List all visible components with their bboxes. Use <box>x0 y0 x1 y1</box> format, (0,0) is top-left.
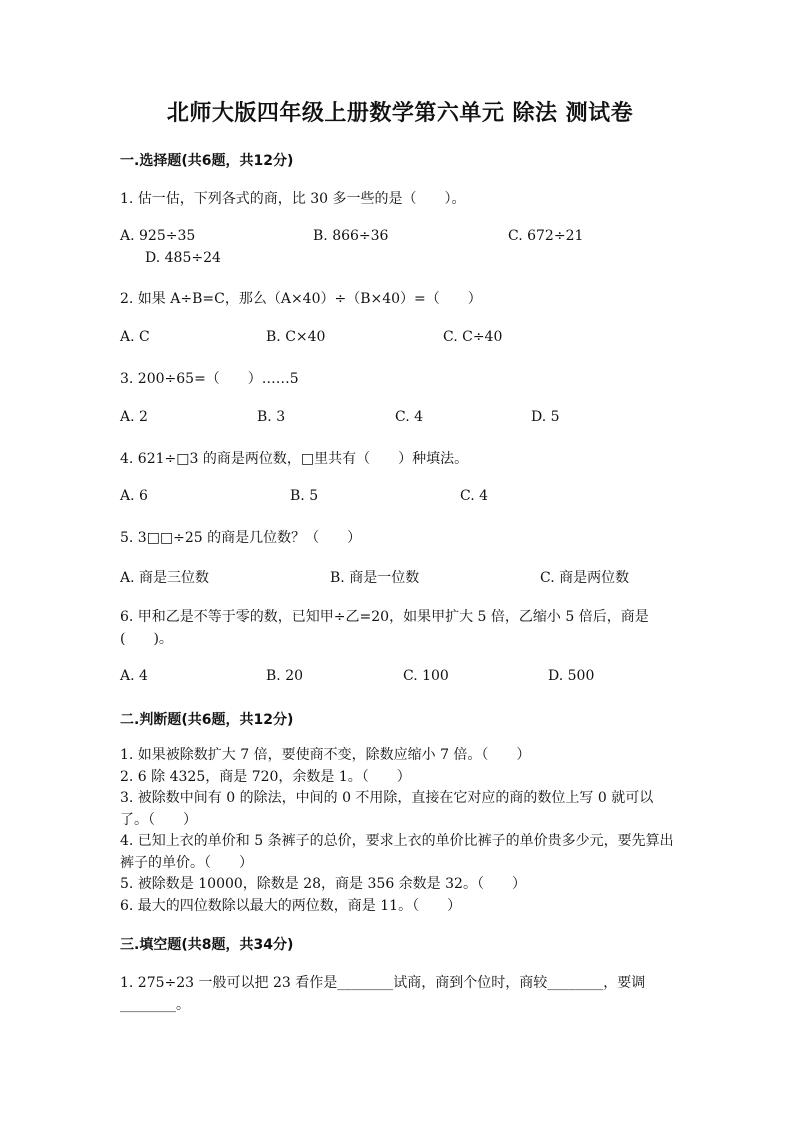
question-stem: 5. 3□□÷25 的商是几位数？（ ） <box>120 530 362 546</box>
section-heading-fill-blank: 三.填空题(共8题，共34分) <box>120 937 294 953</box>
option: A. 925÷35 <box>120 228 196 244</box>
option: C. 4 <box>395 409 424 425</box>
true-false-item: 2. 6 除 4325，商是 720，余数是 1。（ ） <box>120 769 411 785</box>
option: B. 5 <box>290 488 319 504</box>
option: D. 485÷24 <box>145 250 221 266</box>
question-stem: 6. 甲和乙是不等于零的数，已知甲÷乙=20，如果甲扩大 5 倍，乙缩小 5 倍后，商是( )。 <box>120 609 649 647</box>
option: B. 20 <box>266 668 304 684</box>
option: D. 500 <box>548 668 595 684</box>
option: B. 866÷36 <box>313 228 389 244</box>
option: D. 5 <box>531 409 560 425</box>
option: C. 672÷21 <box>508 228 584 244</box>
true-false-item: 5. 被除数是 10000，除数是 28，商是 356 余数是 32。（ ） <box>120 876 526 892</box>
option: A. 4 <box>120 668 148 684</box>
option: B. C×40 <box>266 329 326 345</box>
true-false-item: 3. 被除数中间有 0 的除法，中间的 0 不用除，直接在它对应的商的数位上写 0 就可以了。（ ） <box>120 790 654 828</box>
true-false-item: 4. 已知上衣的单价和 5 条裤子的总价，要求上衣的单价比裤子的单价贵多少元，要先算出裤子的单价。（ ） <box>120 833 674 871</box>
question-stem: 1. 估一估，下列各式的商，比 30 多一些的是（ ）。 <box>120 191 466 207</box>
option: B. 3 <box>257 409 286 425</box>
option: A. 商是三位数 <box>120 570 210 586</box>
option: C. C÷40 <box>443 329 503 345</box>
option: C. 4 <box>460 488 489 504</box>
true-false-item: 1. 如果被除数扩大 7 倍，要使商不变，除数应缩小 7 倍。（ ） <box>120 747 531 763</box>
question-stem: 3. 200÷65=（ ）……5 <box>120 371 299 387</box>
section-heading-choice: 一.选择题(共6题，共12分) <box>120 153 294 169</box>
page-title: 北师大版四年级上册数学第六单元 除法 测试卷 <box>166 101 634 126</box>
option: B. 商是一位数 <box>330 570 420 586</box>
option: C. 100 <box>403 668 449 684</box>
fill-blank-item: 1. 275÷23 一般可以把 23 看作是________试商，商到个位时，商较________，要调________。 <box>120 975 646 1013</box>
section-heading-true-false: 二.判断题(共6题，共12分) <box>120 712 294 728</box>
option: A. 2 <box>120 409 148 425</box>
option: A. C <box>120 329 150 345</box>
true-false-item: 6. 最大的四位数除以最大的两位数，商是 11。（ ） <box>120 898 462 914</box>
question-stem: 4. 621÷□3 的商是两位数，□里共有（ ）种填法。 <box>120 451 469 467</box>
option: C. 商是两位数 <box>540 570 630 586</box>
question-stem: 2. 如果 A÷B=C，那么（A×40）÷（B×40）=（ ） <box>120 291 482 307</box>
option: A. 6 <box>120 488 148 504</box>
